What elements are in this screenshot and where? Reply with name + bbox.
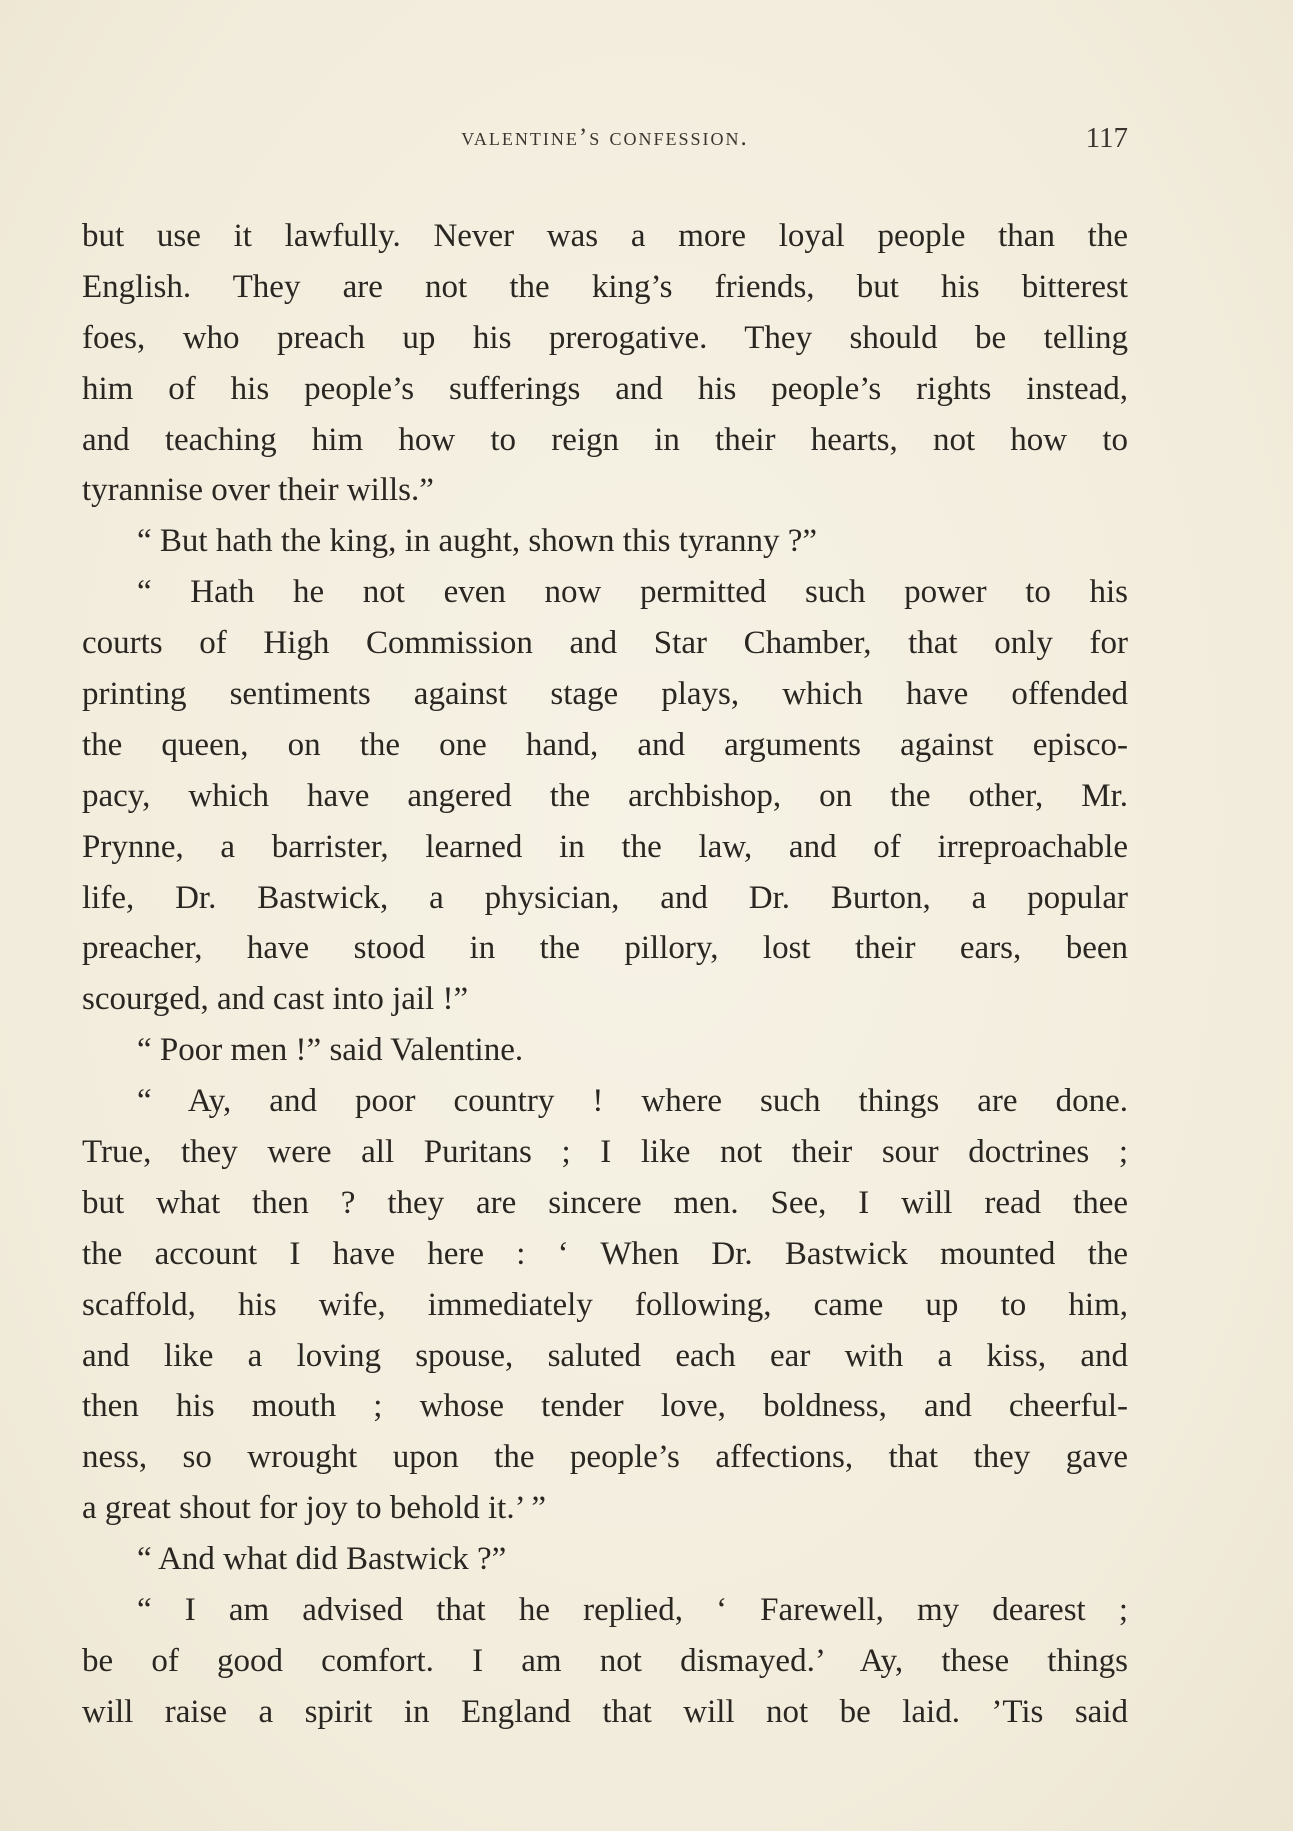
text-line: foes, who preach up his prerogative. They should be telling	[82, 319, 1128, 356]
text-line: him of his people’s sufferings and his people’s rights instead,	[82, 370, 1128, 407]
text-line: the account I have here : ‘ When Dr. Bastwick mounted the	[82, 1235, 1128, 1272]
text-line: “ Ay, and poor country ! where such things are done.	[137, 1083, 1128, 1120]
text-line: tyrannise over their wills.”	[82, 472, 434, 509]
text-line: True, they were all Puritans ; I like not their sour doctrines ;	[82, 1134, 1128, 1171]
text-line: printing sentiments against stage plays, which have offended	[82, 676, 1128, 713]
text-line: life, Dr. Bastwick, a physician, and Dr. Burton, a popular	[82, 879, 1128, 916]
text-line: scaffold, his wife, immediately following, came up to him,	[82, 1286, 1128, 1323]
page-number: 117	[1085, 122, 1128, 154]
text-line: “ Poor men !” said Valentine.	[137, 1032, 524, 1069]
text-line: will raise a spirit in England that will not be laid. ’Tis said	[82, 1693, 1128, 1730]
text-line: preacher, have stood in the pillory, lost their ears, been	[82, 930, 1128, 967]
text-line: scourged, and cast into jail !”	[82, 981, 469, 1018]
text-line: be of good comfort. I am not dismayed.’ Ay, these things	[82, 1642, 1128, 1679]
text-line: courts of High Commission and Star Chamber, that only for	[82, 625, 1128, 662]
text-line: “ I am advised that he replied, ‘ Farewell, my dearest ;	[137, 1592, 1128, 1629]
text-line: “ And what did Bastwick ?”	[137, 1541, 507, 1578]
text-line: “ But hath the king, in aught, shown this tyranny ?”	[137, 523, 818, 560]
text-line: a great shout for joy to behold it.’ ”	[82, 1490, 547, 1527]
text-line: and teaching him how to reign in their hearts, not how to	[82, 421, 1128, 458]
text-line: and like a loving spouse, saluted each ear with a kiss, and	[82, 1337, 1128, 1374]
text-line: “ Hath he not even now permitted such power to his	[137, 574, 1128, 611]
text-line: English. They are not the king’s friends, but his bitterest	[82, 268, 1128, 305]
text-line: but what then ? they are sincere men. See, I will read thee	[82, 1184, 1128, 1221]
text-line: but use it lawfully. Never was a more loyal people than the	[82, 218, 1128, 254]
page-header	[82, 124, 1128, 164]
text-line: then his mouth ; whose tender love, boldness, and cheerful-	[82, 1388, 1128, 1425]
text-line: pacy, which have angered the archbishop, on the other, Mr.	[82, 777, 1128, 814]
text-line: Prynne, a barrister, learned in the law, and of irreproachable	[82, 828, 1128, 865]
body-text	[82, 211, 1128, 1738]
running-title: valentine’s confession.	[461, 124, 749, 151]
text-line: ness, so wrought upon the people’s affections, that they gave	[82, 1439, 1128, 1476]
text-line: the queen, on the one hand, and arguments against episco-	[82, 726, 1128, 763]
